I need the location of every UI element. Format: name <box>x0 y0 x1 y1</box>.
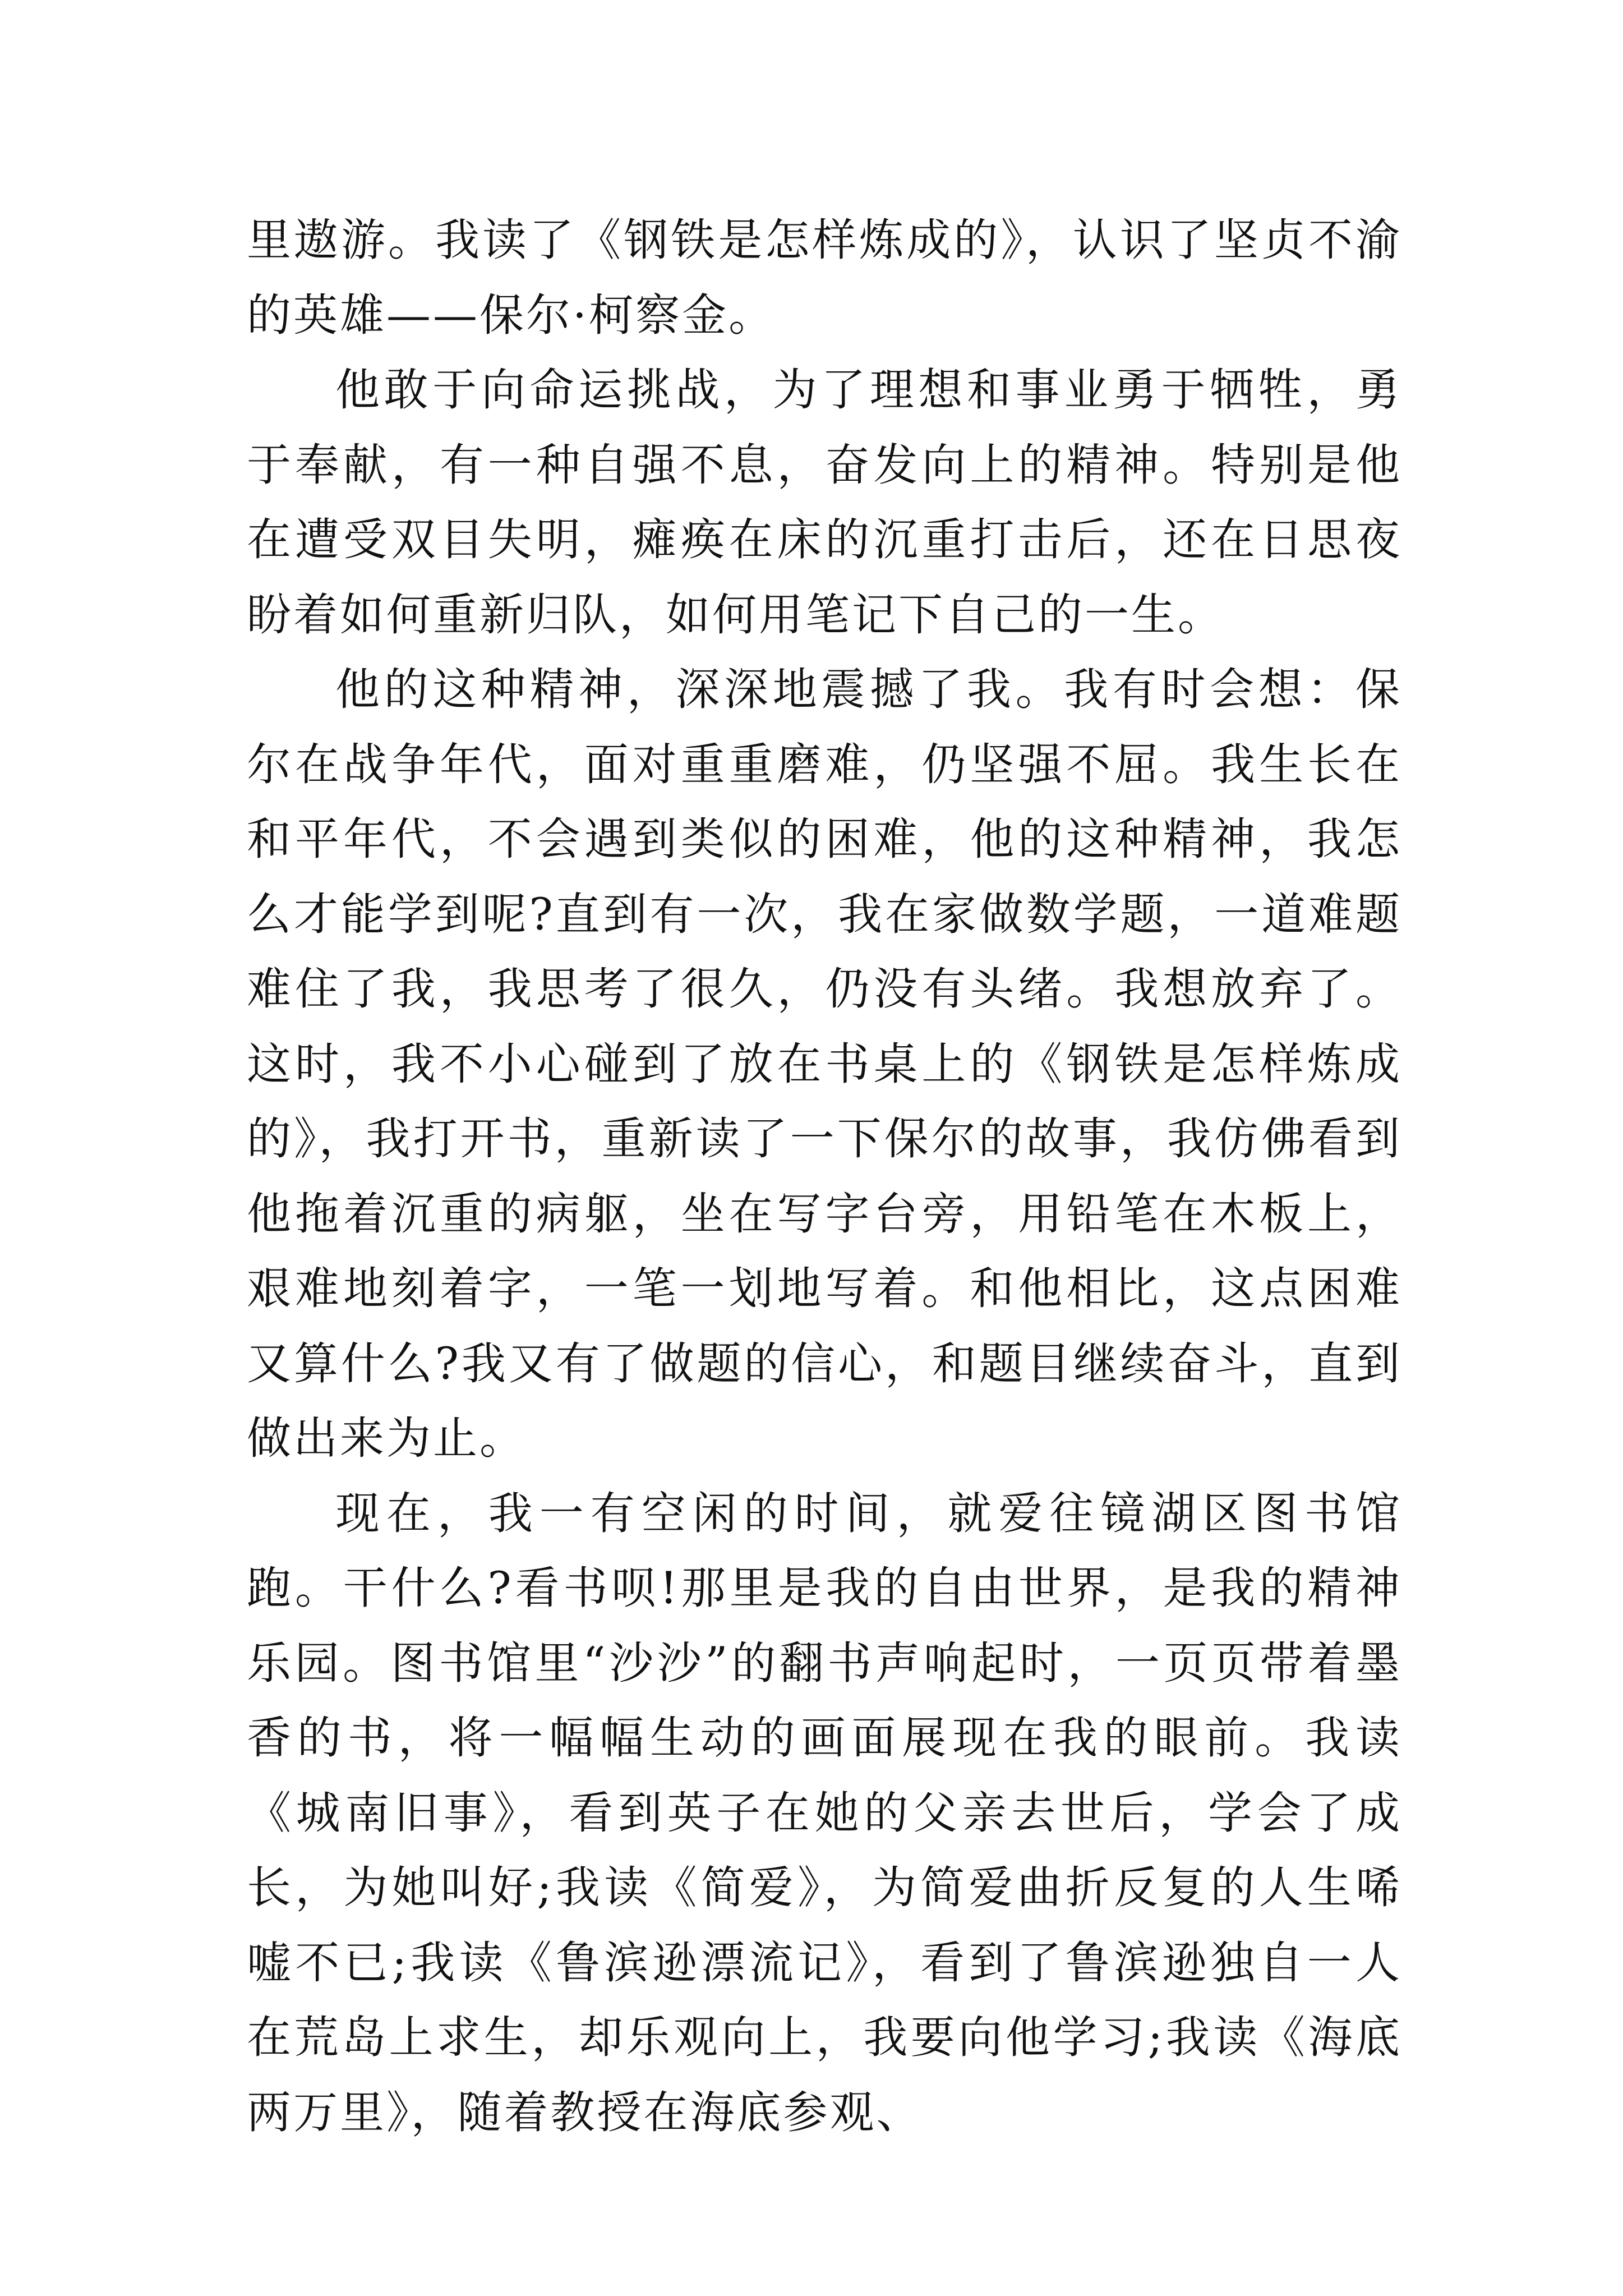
body-text <box>247 203 1402 2150</box>
paragraph-library: 现在，我一有空闲的时间，就爱往镜湖区图书馆跑。干什么?看书呗!那里是我的自由世界，是我的精神乐园。图书馆里“沙沙”的翻书声响起时，一页页带着墨香的书，将一幅幅生动的画面展现在我的眼前。我读《城南旧事》，看到英子在她的父亲去世后，学会了成长，为她叫好;我读《简爱》，为简爱曲折反复的人生唏嘘不已;我读《鲁滨逊漂流记》，看到了鲁滨逊独自一人在荒岛上求生，却乐观向上，我要向他学习;我读《海底两万里》，随着教授在海底参观、 <box>247 1487 1402 2138</box>
paragraph-math-problem: 他的这种精神，深深地震撼了我。我有时会想：保尔在战争年代，面对重重磨难，仍坚强不屈。我生长在和平年代，不会遇到类似的困难，他的这种精神，我怎么才能学到呢?直到有一次，我在家做数学题，一道难题难住了我，我思考了很久，仍没有头绪。我想放弃了。这时，我不小心碰到了放在书桌上的《钢铁是怎样炼成的》，我打开书，重新读了一下保尔的故事，我仿佛看到他拖着沉重的病躯，坐在写字台旁，用铅笔在木板上，艰难地刻着字，一笔一划地写着。和他相比，这点困难又算什么?我又有了做题的信心，和题目继续奋斗，直到做出来为止。 <box>247 664 1402 1464</box>
paragraph-pavel-spirit: 他敢于向命运挑战，为了理想和事业勇于牺牲，勇于奉献，有一种自强不息，奋发向上的精神。特别是他在遭受双目失明，瘫痪在床的沉重打击后，还在日思夜盼着如何重新归队，如何用笔记下自己的一生。 <box>247 364 1402 641</box>
paragraph-continuation: 里遨游。我读了《钢铁是怎样炼成的》，认识了坚贞不渝的英雄——保尔·柯察金。 <box>247 214 1402 341</box>
